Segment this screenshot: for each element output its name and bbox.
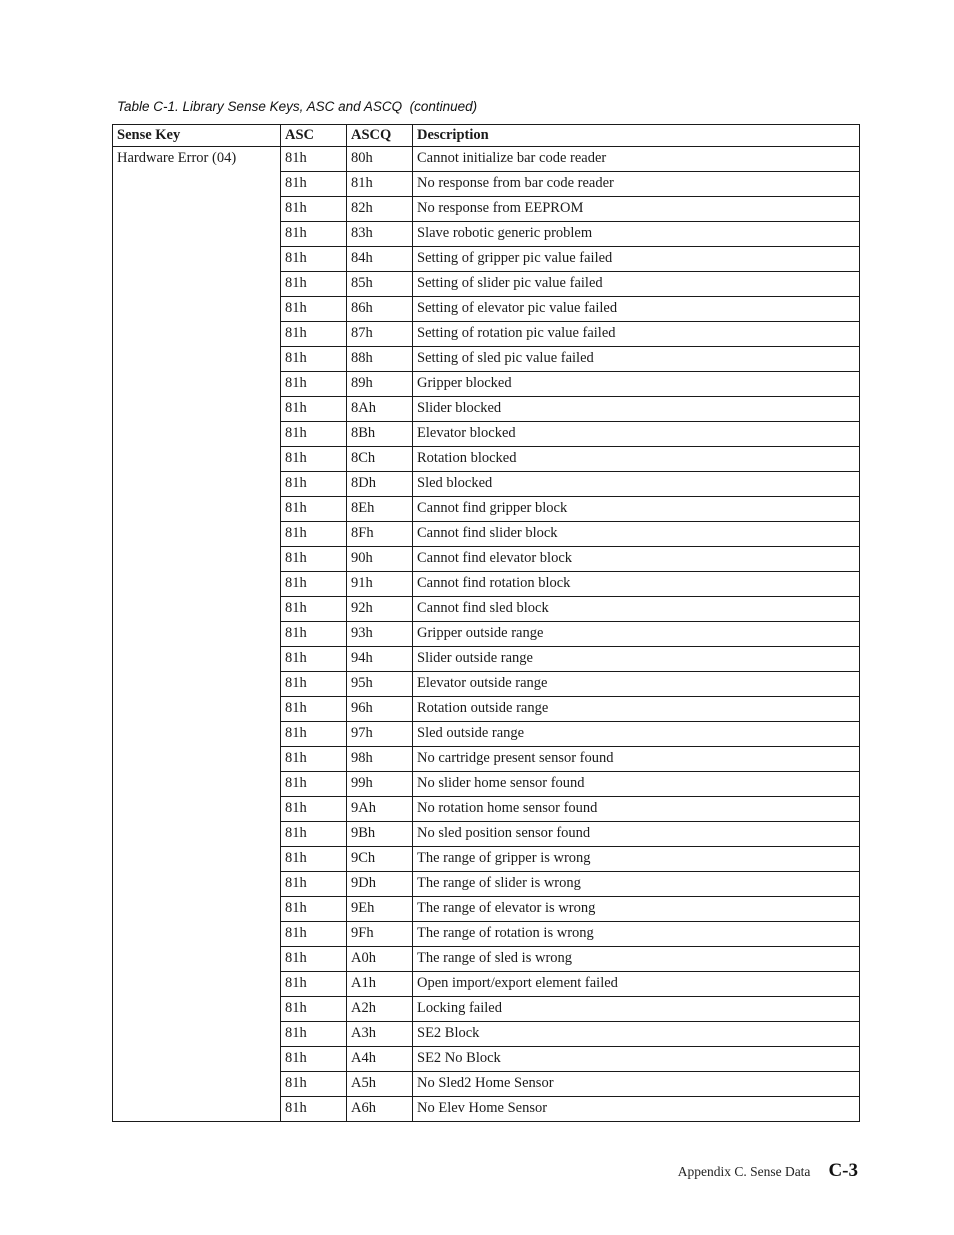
ascq-cell: A4h [347,1047,413,1072]
asc-cell: 81h [281,222,347,247]
asc-cell: 81h [281,822,347,847]
description-cell: Cannot find gripper block [413,497,860,522]
ascq-cell: 89h [347,372,413,397]
ascq-cell: 83h [347,222,413,247]
asc-cell: 81h [281,272,347,297]
page-footer [678,1160,858,1182]
description-cell: The range of gripper is wrong [413,847,860,872]
ascq-cell: 95h [347,672,413,697]
asc-cell: 81h [281,472,347,497]
asc-cell: 81h [281,997,347,1022]
description-cell: Setting of slider pic value failed [413,272,860,297]
asc-cell: 81h [281,947,347,972]
ascq-cell: 9Ch [347,847,413,872]
asc-cell: 81h [281,1022,347,1047]
sense-key-table [112,124,860,1122]
ascq-cell: A5h [347,1072,413,1097]
ascq-cell: A1h [347,972,413,997]
description-cell: Sled outside range [413,722,860,747]
description-cell: No Sled2 Home Sensor [413,1072,860,1097]
ascq-cell: 87h [347,322,413,347]
ascq-cell: 8Fh [347,522,413,547]
asc-cell: 81h [281,247,347,272]
asc-cell: 81h [281,972,347,997]
description-cell: No rotation home sensor found [413,797,860,822]
ascq-cell: 80h [347,147,413,172]
description-cell: Rotation outside range [413,697,860,722]
ascq-cell: 82h [347,197,413,222]
asc-cell: 81h [281,1072,347,1097]
asc-cell: 81h [281,547,347,572]
header-asc: ASC [281,125,347,147]
asc-cell: 81h [281,147,347,172]
ascq-cell: A3h [347,1022,413,1047]
asc-cell: 81h [281,922,347,947]
description-cell: Open import/export element failed [413,972,860,997]
ascq-cell: 8Ah [347,397,413,422]
asc-cell: 81h [281,622,347,647]
asc-cell: 81h [281,672,347,697]
description-cell: Setting of sled pic value failed [413,347,860,372]
description-cell: Gripper blocked [413,372,860,397]
ascq-cell: 9Dh [347,872,413,897]
description-cell: Cannot find rotation block [413,572,860,597]
description-cell: Rotation blocked [413,447,860,472]
ascq-cell: 94h [347,647,413,672]
asc-cell: 81h [281,847,347,872]
description-cell: No response from EEPROM [413,197,860,222]
description-cell: Setting of rotation pic value failed [413,322,860,347]
sense-key-cell: Hardware Error (04) [113,147,281,1122]
description-cell: Locking failed [413,997,860,1022]
description-cell: No sled position sensor found [413,822,860,847]
asc-cell: 81h [281,322,347,347]
page-number: C-3 [828,1160,858,1181]
asc-cell: 81h [281,772,347,797]
ascq-cell: 85h [347,272,413,297]
description-cell: Slider blocked [413,397,860,422]
ascq-cell: 8Eh [347,497,413,522]
description-cell: No cartridge present sensor found [413,747,860,772]
asc-cell: 81h [281,797,347,822]
description-cell: SE2 Block [413,1022,860,1047]
description-cell: Elevator outside range [413,672,860,697]
ascq-cell: 9Bh [347,822,413,847]
footer-section-title: Appendix C. Sense Data [677,1164,811,1179]
asc-cell: 81h [281,497,347,522]
asc-cell: 81h [281,1097,347,1122]
description-cell: The range of sled is wrong [413,947,860,972]
ascq-cell: A0h [347,947,413,972]
ascq-cell: 9Eh [347,897,413,922]
description-cell: Sled blocked [413,472,860,497]
description-cell: Cannot find slider block [413,522,860,547]
description-cell: The range of slider is wrong [413,872,860,897]
ascq-cell: 9Ah [347,797,413,822]
asc-cell: 81h [281,722,347,747]
asc-cell: 81h [281,697,347,722]
ascq-cell: 93h [347,622,413,647]
asc-cell: 81h [281,572,347,597]
ascq-cell: 90h [347,547,413,572]
ascq-cell: A6h [347,1097,413,1122]
ascq-cell: 92h [347,597,413,622]
description-cell: Cannot find sled block [413,597,860,622]
asc-cell: 81h [281,522,347,547]
ascq-cell: 8Bh [347,422,413,447]
description-cell: Gripper outside range [413,622,860,647]
asc-cell: 81h [281,747,347,772]
asc-cell: 81h [281,422,347,447]
description-cell: Slider outside range [413,647,860,672]
asc-cell: 81h [281,897,347,922]
ascq-cell: 97h [347,722,413,747]
asc-cell: 81h [281,397,347,422]
description-cell: Slave robotic generic problem [413,222,860,247]
ascq-cell: 88h [347,347,413,372]
description-cell: SE2 No Block [413,1047,860,1072]
asc-cell: 81h [281,197,347,222]
asc-cell: 81h [281,597,347,622]
ascq-cell: 99h [347,772,413,797]
description-cell: No slider home sensor found [413,772,860,797]
description-cell: Setting of elevator pic value failed [413,297,860,322]
description-cell: No Elev Home Sensor [413,1097,860,1122]
description-cell: No response from bar code reader [413,172,860,197]
description-cell: The range of rotation is wrong [413,922,860,947]
description-cell: Cannot find elevator block [413,547,860,572]
asc-cell: 81h [281,447,347,472]
table-body [113,147,860,1122]
asc-cell: 81h [281,347,347,372]
table-header-row [113,125,860,147]
table-row [113,147,860,172]
ascq-cell: 96h [347,697,413,722]
ascq-cell: 81h [347,172,413,197]
asc-cell: 81h [281,372,347,397]
ascq-cell: 9Fh [347,922,413,947]
ascq-cell: 84h [347,247,413,272]
asc-cell: 81h [281,172,347,197]
asc-cell: 81h [281,647,347,672]
description-cell: Elevator blocked [413,422,860,447]
header-description: Description [413,125,860,147]
description-cell: Setting of gripper pic value failed [413,247,860,272]
asc-cell: 81h [281,297,347,322]
ascq-cell: 86h [347,297,413,322]
description-cell: The range of elevator is wrong [413,897,860,922]
description-cell: Cannot initialize bar code reader [413,147,860,172]
header-ascq: ASCQ [347,125,413,147]
asc-cell: 81h [281,1047,347,1072]
ascq-cell: 8Dh [347,472,413,497]
ascq-cell: 8Ch [347,447,413,472]
table-caption: Table C-1. Library Sense Keys, ASC and ASCQ (continued) [117,99,478,114]
ascq-cell: 91h [347,572,413,597]
ascq-cell: 98h [347,747,413,772]
header-sense-key: Sense Key [113,125,281,147]
ascq-cell: A2h [347,997,413,1022]
asc-cell: 81h [281,872,347,897]
